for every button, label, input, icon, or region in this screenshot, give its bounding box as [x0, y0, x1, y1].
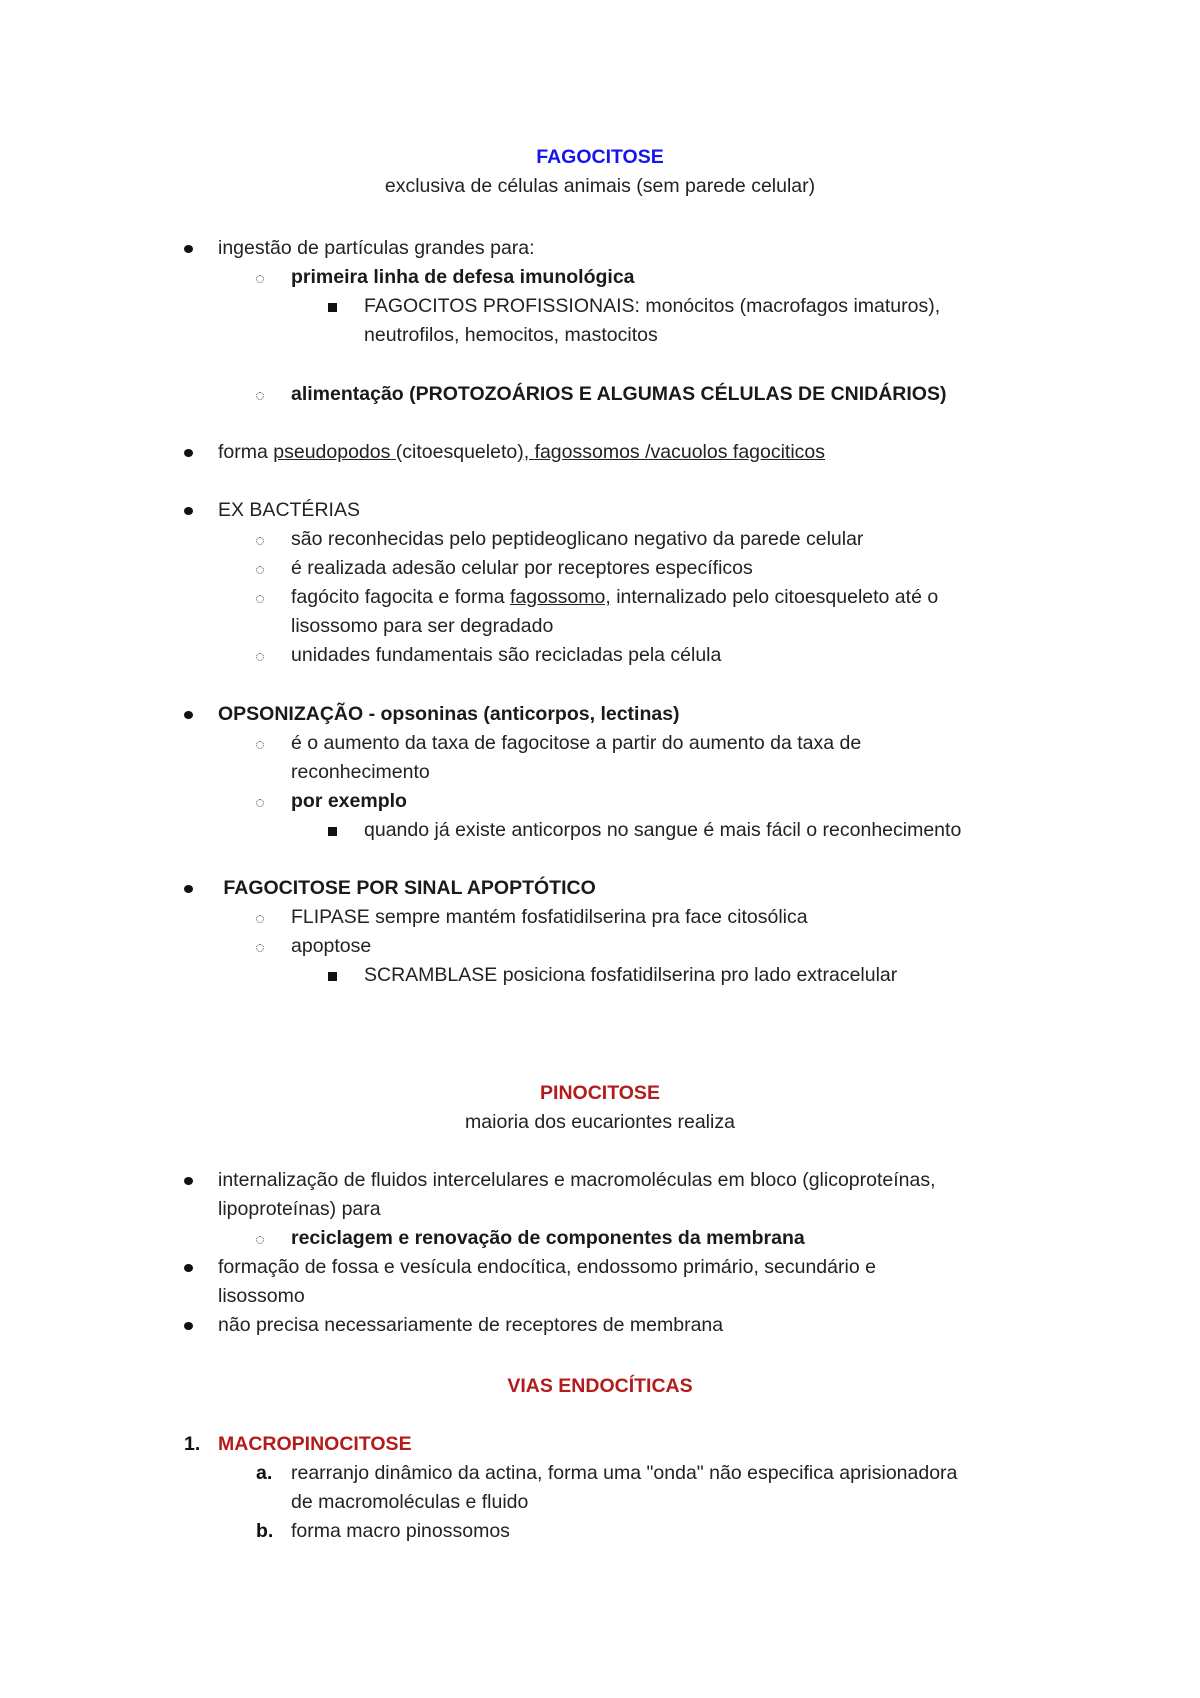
square-bullet-icon	[328, 827, 337, 836]
circle-bullet-icon	[256, 537, 264, 545]
sub-3-suffix: internalizado pelo citoesqueleto até o	[610, 586, 939, 608]
bullet-icon	[184, 885, 193, 893]
fagocitose-item-1-line-2: neutrofilos, hemocitos, mastocitos	[364, 324, 658, 346]
bullet-icon	[184, 245, 193, 253]
circle-bullet-icon	[256, 944, 264, 952]
fagocitose-bullet-3-sub-2: é realizada adesão celular por receptores específicos	[291, 557, 753, 579]
fagocitose-bullet-5: FAGOCITOSE POR SINAL APOPTÓTICO	[218, 877, 596, 899]
bullet-icon	[184, 507, 193, 515]
bullet-icon	[184, 1177, 193, 1185]
fagocitose-bullet-4: OPSONIZAÇÃO - opsoninas (anticorpos, lectinas)	[218, 703, 680, 725]
bullet-icon	[184, 711, 193, 719]
circle-bullet-icon	[256, 392, 264, 400]
fagocitose-bullet-3-sub-3	[291, 583, 938, 612]
circle-bullet-icon	[256, 799, 264, 807]
pinocitose-subtitle: maioria dos eucariontes realiza	[465, 1111, 735, 1133]
fagocitose-bullet-3-sub-3-line-2: lisossomo para ser degradado	[291, 615, 554, 637]
fagocitose-bullet-3-sub-4: unidades fundamentais são recicladas pela célula	[291, 644, 722, 666]
circle-bullet-icon	[256, 653, 264, 661]
vias-item-1-title: MACROPINOCITOSE	[218, 1433, 412, 1455]
fagocitose-bullet-1: ingestão de partículas grandes para:	[218, 237, 535, 259]
square-bullet-icon	[328, 303, 337, 312]
fagocitose-bullet-5-sub-2: apoptose	[291, 935, 372, 957]
sub-3-prefix: fagócito fagocita e forma	[291, 586, 510, 608]
circle-bullet-icon	[256, 275, 264, 283]
fagocitose-bullet-4-sub-2: por exemplo	[291, 790, 407, 812]
fagocitose-title: FAGOCITOSE	[536, 146, 664, 168]
pinocitose-sub-1: reciclagem e renovação de componentes da membrana	[291, 1227, 805, 1249]
bullet-2-middle: (citoesqueleto	[395, 441, 518, 463]
fagocitose-bullet-5-sub-1: FLIPASE sempre mantém fosfatidilserina pra face citosólica	[291, 906, 808, 928]
bullet-icon	[184, 449, 193, 457]
fagocitose-bullet-4-sub-1-line-2: reconhecimento	[291, 761, 430, 783]
vias-item-b: forma macro pinossomos	[291, 1520, 510, 1542]
fagocitose-bullet-5-item-1: SCRAMBLASE posiciona fosfatidilserina pro lado extracelular	[364, 964, 898, 986]
bullet-icon	[184, 1264, 193, 1272]
fagocitose-item-1-line-1: FAGOCITOS PROFISSIONAIS: monócitos (macrofagos imaturos),	[364, 295, 941, 317]
sub-3-underline: fagossomo,	[509, 586, 611, 608]
pinocitose-title: PINOCITOSE	[540, 1082, 660, 1104]
fagocitose-bullet-3-sub-1: são reconhecidas pelo peptideoglicano negativo da parede celular	[291, 528, 864, 550]
fagocitose-bullet-4-item-1: quando já existe anticorpos no sangue é mais fácil o reconhecimento	[364, 819, 962, 841]
bullet-2-underline-1: pseudopodos	[273, 441, 396, 463]
bullet-2-underline-2: ), fagossomos /vacuolos fagociticos	[517, 441, 826, 463]
list-letter-b: b.	[256, 1520, 274, 1542]
bullet-icon	[184, 1322, 193, 1330]
circle-bullet-icon	[256, 595, 264, 603]
list-letter-a: a.	[256, 1462, 273, 1484]
pinocitose-bullet-2-line-2: lisossomo	[218, 1285, 305, 1307]
pinocitose-bullet-2-line-1: formação de fossa e vesícula endocítica, endossomo primário, secundário e	[218, 1256, 876, 1278]
fagocitose-bullet-2	[218, 438, 825, 467]
bullet-2-prefix: forma	[218, 441, 274, 463]
fagocitose-bullet-4-sub-1-line-1: é o aumento da taxa de fagocitose a partir do aumento da taxa de	[291, 732, 862, 754]
circle-bullet-icon	[256, 1236, 264, 1244]
fagocitose-sub-2: alimentação (PROTOZOÁRIOS E ALGUMAS CÉLULAS DE CNIDÁRIOS)	[291, 383, 947, 405]
list-number-1: 1.	[184, 1433, 201, 1455]
vias-item-a-line-2: de macromoléculas e fluido	[291, 1491, 529, 1513]
circle-bullet-icon	[256, 741, 264, 749]
vias-item-a-line-1: rearranjo dinâmico da actina, forma uma "onda" não especifica aprisionadora	[291, 1462, 958, 1484]
pinocitose-bullet-3: não precisa necessariamente de receptores de membrana	[218, 1314, 724, 1336]
circle-bullet-icon	[256, 915, 264, 923]
fagocitose-sub-1: primeira linha de defesa imunológica	[291, 266, 635, 288]
vias-title: VIAS ENDOCÍTICAS	[507, 1375, 693, 1397]
pinocitose-bullet-1-line-2: lipoproteínas) para	[218, 1198, 381, 1220]
fagocitose-subtitle: exclusiva de células animais (sem parede celular)	[384, 175, 816, 197]
fagocitose-bullet-3: EX BACTÉRIAS	[218, 499, 360, 521]
square-bullet-icon	[328, 972, 337, 981]
circle-bullet-icon	[256, 566, 264, 574]
pinocitose-bullet-1-line-1: internalização de fluidos intercelulares e macromoléculas em bloco (glicoproteínas,	[218, 1169, 936, 1191]
